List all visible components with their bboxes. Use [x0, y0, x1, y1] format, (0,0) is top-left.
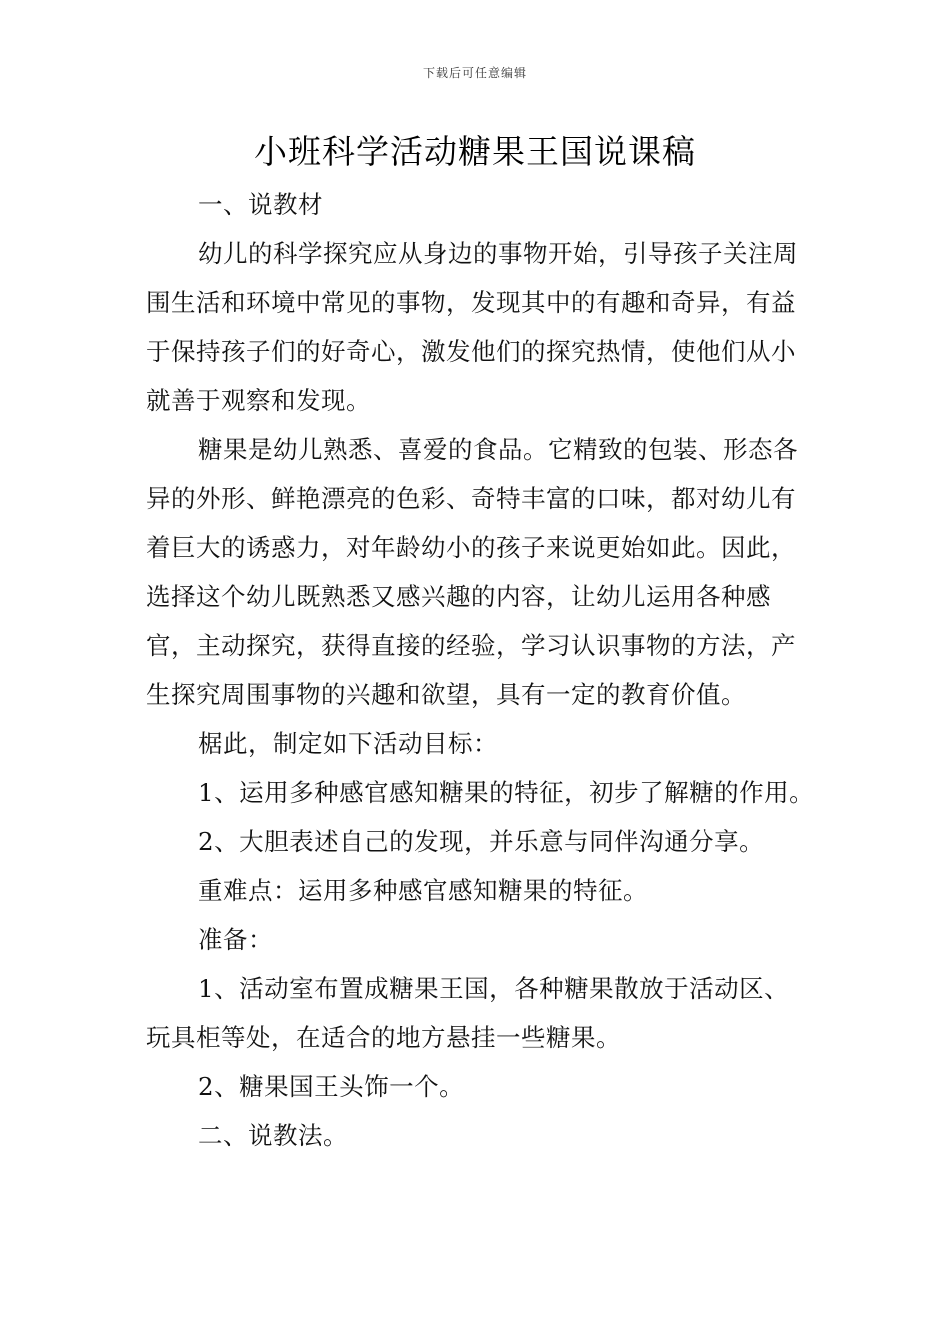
goal-item-1: 1、运用多种感官感知糖果的特征，初步了解糖的作用。 — [198, 778, 815, 807]
header-note: 下载后可任意编辑 — [422, 66, 527, 80]
preparation-heading: 准备： — [198, 925, 273, 954]
paragraph-candy-description: 糖果是幼儿熟悉、喜爱的食品。它精致的包装、形态各异的外形、鲜艳漂亮的色彩、奇特丰富的口味，都对幼儿有着巨大的诱惑力，对年龄幼小的孩子来说更始如此。因此，选择这个幼儿既熟悉又感兴趣的内容，让幼儿运用各种感官，主动探究，获得直接的经验，学习认识事物的方法，产生探究周围事物的兴趣和欲望，具有一定的教育价值。 — [146, 435, 798, 709]
goal-item-2: 2、大胆表述自己的发现，并乐意与同伴沟通分享。 — [198, 827, 765, 856]
paragraph-goals-intro: 椐此，制定如下活动目标： — [198, 729, 498, 758]
key-difficulty: 重难点：运用多种感官感知糖果的特征。 — [198, 876, 648, 905]
preparation-item-1: 1、活动室布置成糖果王国，各种糖果散放于活动区、玩具柜等处，在适合的地方悬挂一些糖果。 — [146, 974, 790, 1052]
section-heading-teaching-material: 一、说教材 — [198, 190, 323, 219]
paragraph-science-exploration: 幼儿的科学探究应从身边的事物开始，引导孩子关注周围生活和环境中常见的事物，发现其中的有趣和奇异，有益于保持孩子们的好奇心，激发他们的探究热情，使他们从小就善于观察和发现。 — [146, 239, 798, 415]
document-body — [146, 180, 815, 1160]
document-title: 小班科学活动糖果王国说课稿 — [254, 132, 696, 171]
preparation-item-2: 2、糖果国王头饰一个。 — [198, 1072, 465, 1101]
section-heading-teaching-method: 二、说教法。 — [198, 1121, 348, 1150]
